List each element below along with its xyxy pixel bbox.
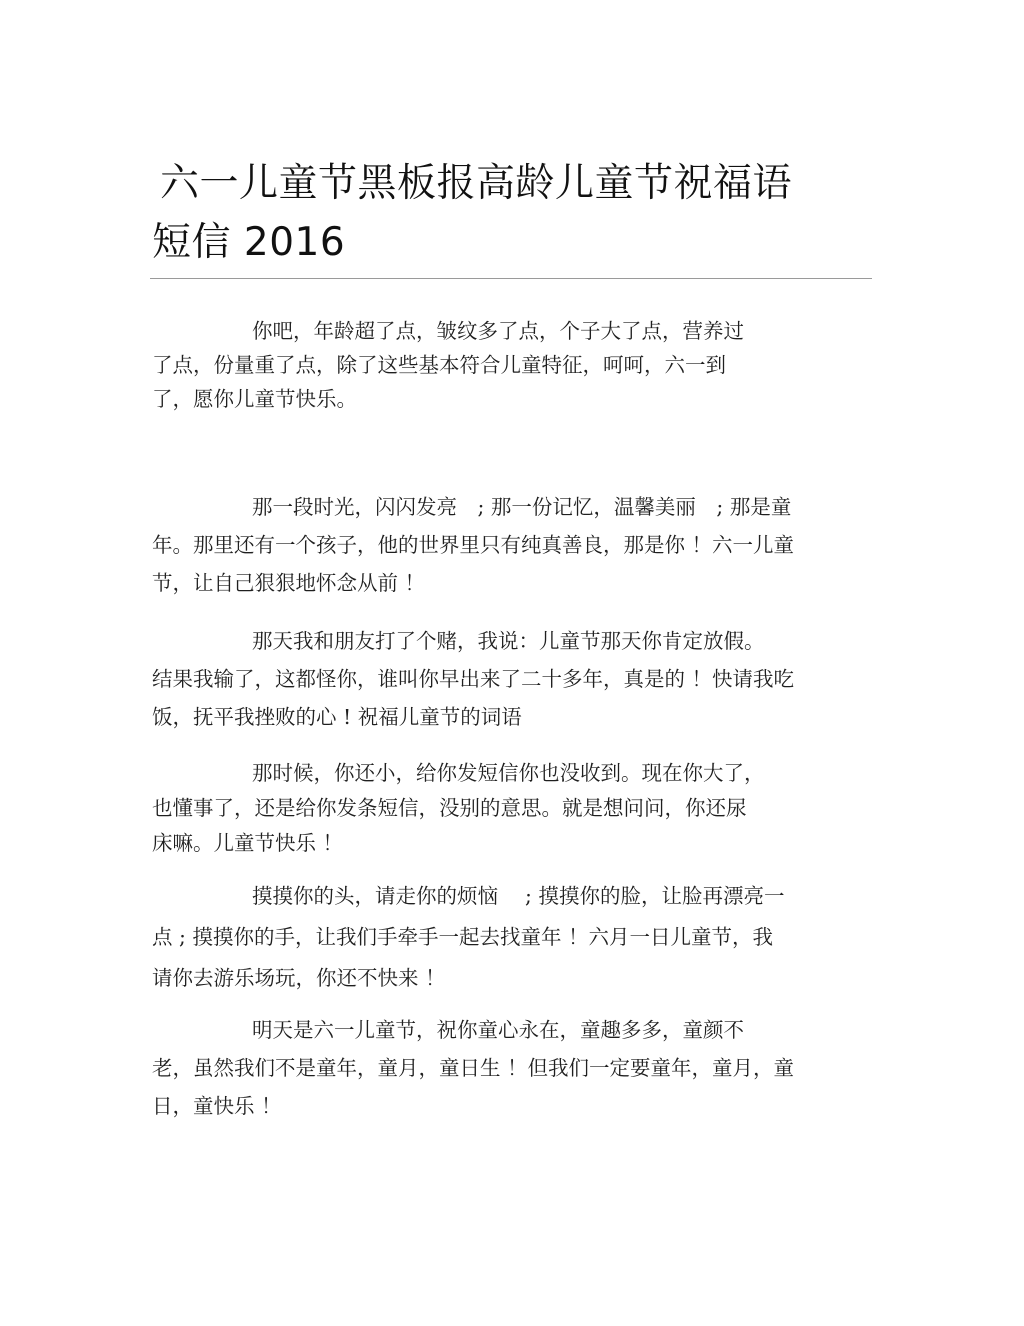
paragraph-line: 点 ; 摸摸你的手，让我们手牵手一起去找童年 ！六月一日儿童节，我: [152, 925, 773, 949]
document-title: [152, 154, 872, 272]
title-line-1: 六一儿童节黑板报高龄儿童节祝福语: [160, 161, 793, 206]
paragraph-line: 也懂事了，还是给你发条短信，没别的意思。就是想问问，你还尿: [152, 796, 747, 820]
paragraph-line: 那一段时光，闪闪发亮 ; 那一份记忆，温馨美丽 ; 那是童: [252, 495, 792, 519]
paragraph-5: [152, 876, 862, 999]
paragraph-line: 明天是六一儿童节，祝你童心永在，童趣多多，童颜不: [252, 1018, 744, 1042]
paragraph-4: [152, 756, 862, 861]
paragraph-1: [152, 314, 862, 416]
paragraph-3: [152, 622, 862, 736]
paragraph-line: 结果我输了，这都怪你，谁叫你早出来了二十多年，真是的 ！快请我吃: [152, 667, 795, 691]
paragraph-line: 了点，份量重了点，除了这些基本符合儿童特征，呵呵，六一到: [152, 353, 726, 377]
paragraph-line: 那时候，你还小，给你发短信你也没收到。现在你大了，: [252, 761, 765, 785]
paragraph-line: 你吧，年龄超了点，皱纹多了点，个子大了点，营养过: [252, 319, 744, 343]
paragraph-line: 摸摸你的头，请走你的烦恼 ; 摸摸你的脸，让脸再漂亮一: [252, 884, 785, 908]
paragraph-line: 那天我和朋友打了个赌，我说：儿童节那天你肯定放假。: [252, 629, 765, 653]
title-divider: [150, 278, 872, 279]
paragraph-2: [152, 488, 862, 602]
paragraph-line: 日，童快乐 ！: [152, 1094, 282, 1118]
paragraph-6: [152, 1011, 862, 1125]
paragraph-line: 床嘛。儿童节快乐 ！: [152, 831, 344, 855]
paragraph-line: 了，愿你儿童节快乐。: [152, 387, 357, 411]
paragraph-line: 节，让自己狠狠地怀念从前 ！: [152, 571, 426, 595]
title-line-2: 短信 2016: [152, 220, 346, 265]
paragraph-line: 请你去游乐场玩，你还不快来 ！: [152, 966, 446, 990]
paragraph-line: 老，虽然我们不是童年，童月，童日生 ！但我们一定要童年，童月，童: [152, 1056, 795, 1080]
paragraph-line: 饭，抚平我挫败的心 ! 祝福儿童节的词语: [152, 705, 522, 729]
paragraph-line: 年。那里还有一个孩子，他的世界里只有纯真善良，那是你 ！六一儿童: [152, 533, 795, 557]
